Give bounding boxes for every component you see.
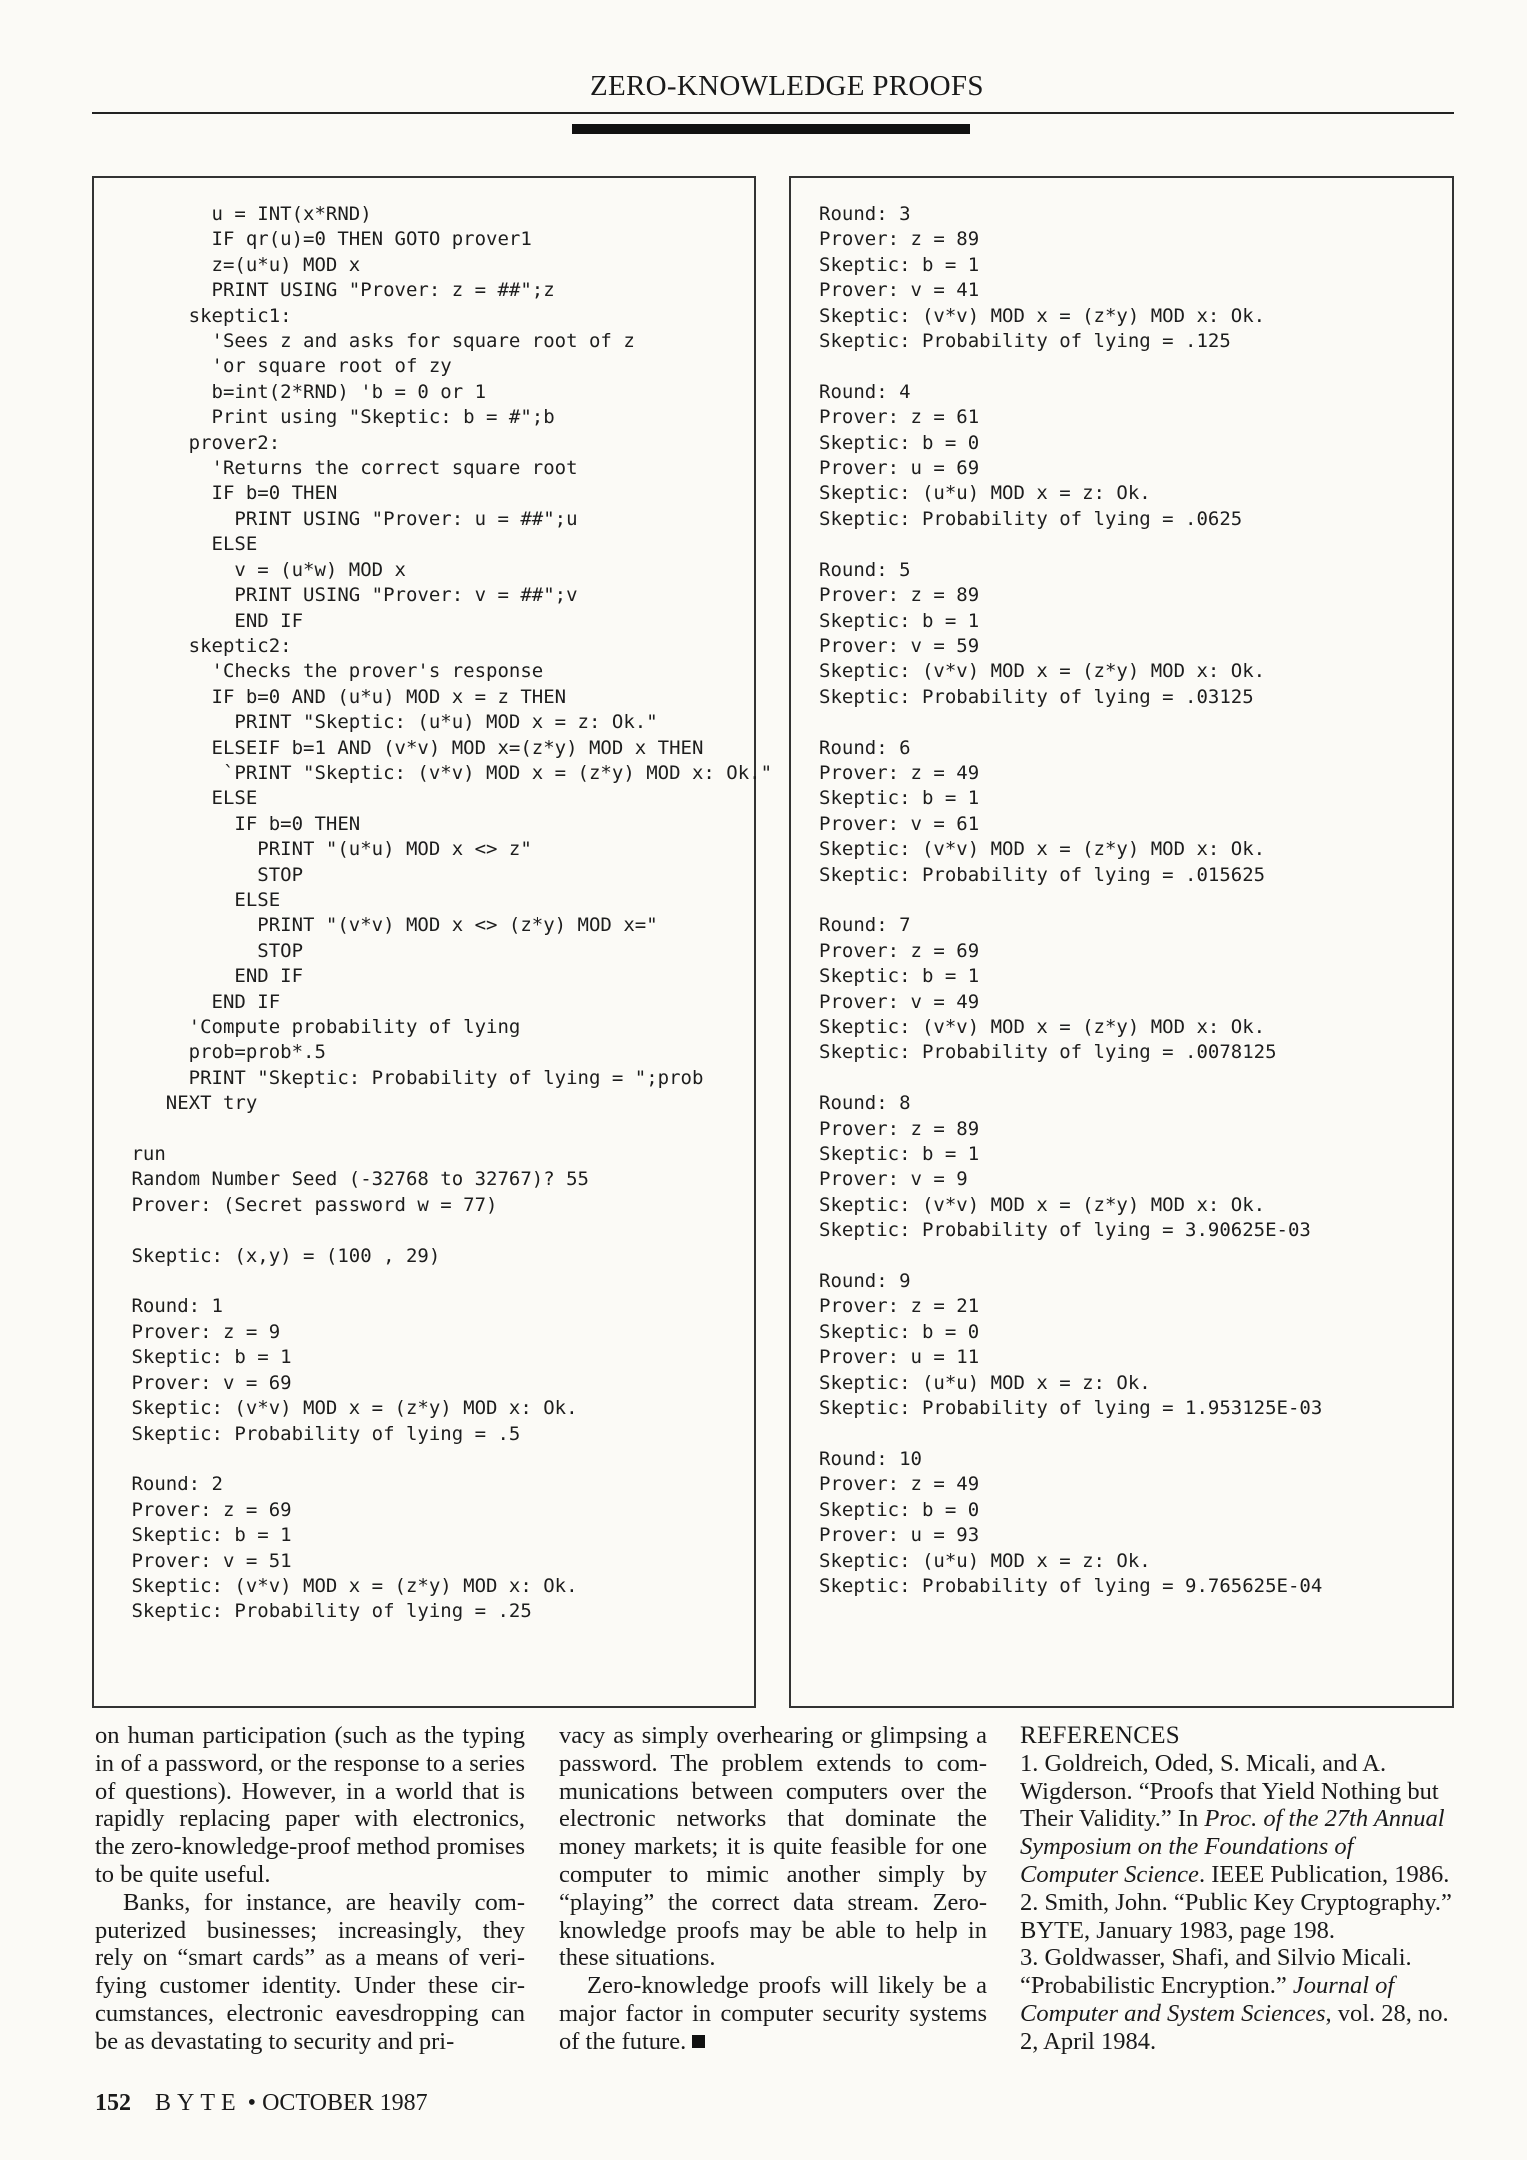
program-listing: u = INT(x*RND) IF qr(u)=0 THEN GOTO prover1 z=(u*u) MOD x PRINT USING "Prover: z = ##";z skeptic1: 'Sees z and asks for square root of z 'or square root of zy b=int(2*RND) 'b = 0 or 1 Print using "Skeptic: b = #";b prover2: 'Returns the correct square root IF b=0 THEN PRINT USING "Prover: u = ##";u ELSE v = (u*w) MOD x PRINT USING "Prover: v = ##";v END IF skeptic2: 'Checks the prover's response IF b=0 AND (u*u) MOD x = z THEN PRINT "Skeptic: (u*u) MOD x = z: Ok." ELSEIF b=1 AND (v*v) MOD x=(z*y) MOD x THEN `PRINT "Skeptic: (v*v) MOD x = (z*y) MOD x: Ok." ELSE IF b=0 THEN PRINT "(u*u) MOD x <> z" STOP ELSE PRINT "(v*v) MOD x <> (z*y) MOD x=" STOP END IF END IF 'Compute probability of lying prob=prob*.5 PRINT "Skeptic: Probability of lying = ";prob NEXT try run Random Number Seed (-32768 to 32767)? 55 Prover: (Secret password w = 77) Skeptic: (x,y) = (100 , 29) Round: 1 Prover: z = 9 Skeptic: b = 1 Prover: v = 69 Skeptic: (v*v) MOD x = (z*y) MOD x: Ok. Skeptic: Probability of lying = .5 Round: 2 Prover: z = 69 Skeptic: b = 1 Prover: v = 51 Skeptic: (v*v) MOD x = (z*y) MOD x: Ok. Skeptic: Probability of lying = .25 bbox=[131, 203, 773, 1623]
references-column bbox=[1020, 1722, 1456, 2056]
header-bar bbox=[572, 124, 970, 134]
reference-item: 3. Goldwasser, Shafi, and Silvio Micali. “Probabilistic Encryption.” Journal of Computer and System Sciences, vol. 28, no. 2, April 1984. bbox=[1020, 1944, 1449, 2055]
magazine-name: BYTE bbox=[155, 2090, 242, 2116]
body-paragraph bbox=[559, 1972, 987, 2055]
issue-date: OCTOBER 1987 bbox=[262, 2090, 428, 2116]
references-heading: REFERENCES bbox=[1020, 1722, 1180, 1749]
end-mark-icon bbox=[692, 2035, 705, 2048]
reference-item: 1. Goldreich, Oded, S. Micali, and A. Wigderson. “Proofs that Yield Nothing but Their Validity.” In Proc. of the 27th Annual Symposium on the Foundations of Computer Science. IEEE Publication, 1986. bbox=[1020, 1749, 1450, 1888]
page-header-title: ZERO-KNOWLEDGE PROOFS bbox=[590, 70, 984, 102]
body-paragraph: on human participation (such as the typing in of a password, or the response to a series of questions). However, in a world that is rapidly replacing paper with electronics, the zero-knowledge-proof method promises to be quite useful. bbox=[95, 1722, 525, 1888]
listing-box-left bbox=[92, 176, 773, 1708]
program-output: Round: 3 Prover: z = 89 Skeptic: b = 1 Prover: v = 41 Skeptic: (v*v) MOD x = (z*y) MOD x: Ok. Skeptic: Probability of lying = .125 Round: 4 Prover: z = 61 Skeptic: b = 0 Prover: u = 69 Skeptic: (u*u) MOD x = z: Ok. Skeptic: Probability of lying = .0625 Round: 5 Prover: z = 89 Skeptic: b = 1 Prover: v = 59 Skeptic: (v*v) MOD x = (z*y) MOD x: Ok. Skeptic: Probability of lying = .03125 Round: 6 Prover: z = 49 Skeptic: b = 1 Prover: v = 61 Skeptic: (v*v) MOD x = (z*y) MOD x: Ok. Skeptic: Probability of lying = .015625 Round: 7 Prover: z = 69 Skeptic: b = 1 Prover: v = 49 Skeptic: (v*v) MOD x = (z*y) MOD x: Ok. Skeptic: Probability of lying = .0078125 Round: 8 Prover: z = 89 Skeptic: b = 1 Prover: v = 9 Skeptic: (v*v) MOD x = (z*y) MOD x: Ok. Skeptic: Probability of lying = 3.90625E-03 Round: 9 Prover: z = 21 Skeptic: b = 0 Prover: u = 11 Skeptic: (u*u) MOD x = z: Ok. Skeptic: Probability of lying = 1.953125E-03 Round: 10 Prover: z = 49 Skeptic: b = 0 Prover: u = 93 Skeptic: (u*u) MOD x = z: Ok. Skeptic: Probability of lying = 9.765625E-04 bbox=[819, 203, 1323, 1597]
reference-item: 2. Smith, John. “Public Key Cryptography.” BYTE, January 1983, page 198. bbox=[1020, 1888, 1452, 1944]
body-column-2 bbox=[559, 1722, 987, 2056]
listing-box-right bbox=[789, 176, 1454, 1708]
page-footer bbox=[95, 2090, 428, 2117]
body-paragraph: vacy as simply overhearing or glimpsing a password. The problem extends to communications between computers over the electronic networks that dominate the money markets; it is quite feasible for one computer to mimic another simply by “playing” the correct data stream. Zero-knowledge proofs may be able to help in these situations. bbox=[559, 1722, 987, 1972]
footer-separator: • bbox=[247, 2090, 257, 2116]
page-number: 152 bbox=[95, 2090, 131, 2116]
body-paragraph-text: Zero-knowledge proofs will likely be a major factor in computer security systems of the future. bbox=[559, 1972, 987, 2055]
body-column-1 bbox=[95, 1722, 525, 2056]
body-paragraph: Banks, for instance, are heavily computerized businesses; increasingly, they rely on “smart cards” as a means of verifying customer identity. Under these circumstances, electronic eavesdropping can be as devastating to security and pri- bbox=[95, 1888, 525, 2055]
header-rule bbox=[92, 112, 1454, 114]
